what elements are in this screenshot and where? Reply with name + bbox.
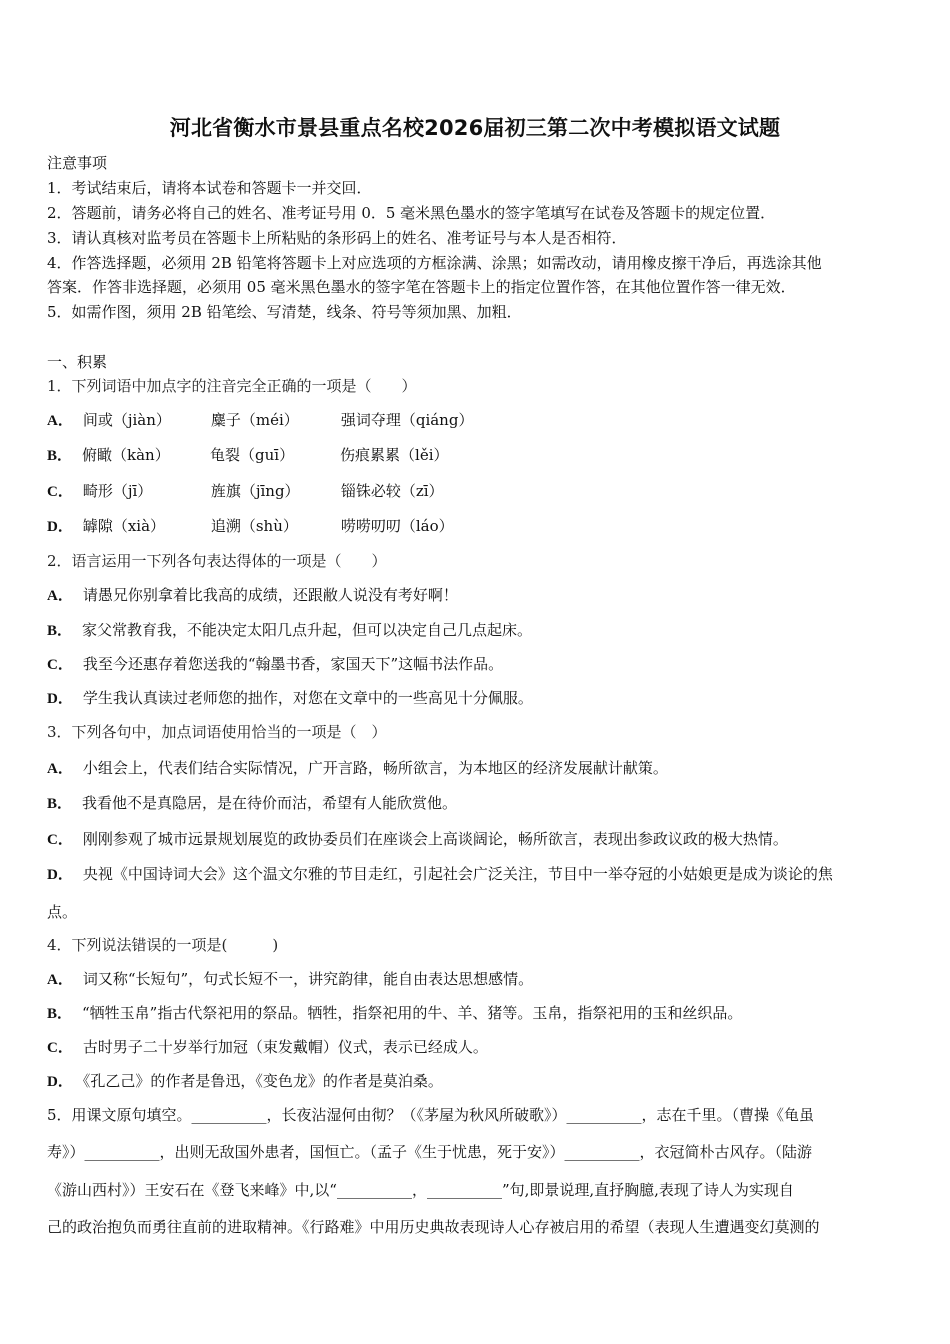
option-text: 请愚兄你别拿着比我高的成绩，还跟敝人说没有考好啊！ xyxy=(82,586,458,604)
option-text: “牺牲玉帛”指古代祭祀用的祭品。牺牲，指祭祀用的牛、羊、猪等。玉帛，指祭祀用的玉和丝织品。 xyxy=(82,1004,743,1022)
option-letter: C． xyxy=(47,484,73,500)
option-letter: A． xyxy=(47,972,73,988)
q4-option-a xyxy=(47,969,533,990)
option-text: 央视《中国诗词大会》这个温文尔雅的节目走红，引起社会广泛关注，节目中一举夺冠的小姑娘更是成为谈论的焦 xyxy=(82,865,833,883)
option-letter: A． xyxy=(47,413,73,429)
word: 畸形（jī） xyxy=(82,482,153,500)
q1-option-a xyxy=(47,410,541,431)
q4-option-b xyxy=(47,1003,742,1024)
notice-item: 1．考试结束后，请将本试卷和答题卡一并交回． xyxy=(47,179,372,197)
option-letter: A． xyxy=(47,761,73,777)
option-letter: D． xyxy=(47,691,73,707)
option-text: 我至今还惠存着您送我的“翰墨书香，家国天下”这幅书法作品。 xyxy=(82,655,504,673)
notice-item: 3．请认真核对监考员在答题卡上所粘贴的条形码上的姓名、准考证号与本人是否相符． xyxy=(47,229,627,247)
option-text: 家父常教育我，不能决定太阳几点升起，但可以决定自己几点起床。 xyxy=(82,621,533,639)
word: 追溯（shù） xyxy=(210,517,298,535)
q2-option-c xyxy=(47,654,503,675)
word: 麋子（méi） xyxy=(210,411,299,429)
question-1-stem: 1．下列词语中加点字的注音完全正确的一项是（ ） xyxy=(47,377,417,395)
q1-option-d xyxy=(47,516,541,537)
question-5-line: 《游山西村》）王安石在《登飞来峰》中,以“__________，__________”句,即景说理,直抒胸臆,表现了诗人为实现自 xyxy=(47,1181,794,1199)
option-letter: C． xyxy=(47,1040,73,1056)
word: 旌旗（jīng） xyxy=(210,482,300,500)
option-letter: A． xyxy=(47,588,73,604)
notice-heading: 注意事项 xyxy=(47,154,108,172)
option-text: 古时男子二十岁举行加冠（束发戴帽）仪式，表示已经成人。 xyxy=(82,1038,488,1056)
word: 强词夺理（qiáng） xyxy=(340,411,474,429)
q3-option-d-continued: 点。 xyxy=(47,903,78,921)
option-letter: B． xyxy=(47,448,73,464)
q4-option-c xyxy=(47,1037,488,1058)
option-text: 词又称“长短句”，句式长短不一，讲究韵律，能自由表达思想感情。 xyxy=(82,970,534,988)
q4-option-d xyxy=(47,1071,443,1092)
notice-item: 答案．作答非选择题，必须用 05 毫米黑色墨水的签字笔在答题卡上的指定位置作答，在其他位置作答一律无效． xyxy=(47,278,796,296)
q2-option-a xyxy=(47,585,458,606)
option-text: 学生我认真读过老师您的拙作，对您在文章中的一些高见十分佩服。 xyxy=(82,689,533,707)
option-letter: B． xyxy=(47,1006,73,1022)
option-letter: D． xyxy=(47,1074,73,1090)
word: 龟裂（guī） xyxy=(210,446,295,464)
page-title: 河北省衡水市景县重点名校2026届初三第二次中考模拟语文试题 xyxy=(169,116,781,140)
option-letter: D． xyxy=(47,519,73,535)
word: 伤痕累累（lěi） xyxy=(340,446,449,464)
notice-item: 2．答题前，请务必将自己的姓名、准考证号用 0．5 毫米黑色墨水的签字笔填写在试卷及答题卡的规定位置． xyxy=(47,204,776,222)
notice-item: 4．作答选择题，必须用 2B 铅笔将答题卡上对应选项的方框涂满、涂黑；如需改动，请用橡皮擦干净后，再选涂其他 xyxy=(47,254,822,272)
question-3-stem: 3．下列各句中，加点词语使用恰当的一项是（ ） xyxy=(47,723,387,741)
option-text: 《孔乙己》的作者是鲁迅，《变色龙》的作者是莫泊桑。 xyxy=(82,1072,443,1090)
q2-option-b xyxy=(47,620,532,641)
word: 锱铢必较（zī） xyxy=(340,482,444,500)
option-text: 刚刚参观了城市远景规划展览的政协委员们在座谈会上高谈阔论，畅所欲言，表现出参政议政的极大热情。 xyxy=(82,830,788,848)
option-letter: C． xyxy=(47,657,73,673)
q1-option-b xyxy=(47,445,540,466)
q3-option-a xyxy=(47,758,668,779)
word: 间或（jiàn） xyxy=(82,411,171,429)
word: 唠唠叨叨（láo） xyxy=(340,517,454,535)
option-letter: B． xyxy=(47,623,73,639)
word: 罅隙（xià） xyxy=(82,517,166,535)
section-heading: 一、积累 xyxy=(47,353,108,371)
option-letter: B． xyxy=(47,796,73,812)
q1-option-c xyxy=(47,481,541,502)
q3-option-d xyxy=(47,864,833,885)
word: 俯瞰（kàn） xyxy=(82,446,170,464)
question-5-line: 寿》）__________，出则无敌国外患者，国恒亡。（孟子《生于忧患，死于安》）__________，衣冠简朴古风存。（陆游 xyxy=(47,1143,813,1161)
q3-option-b xyxy=(47,793,457,814)
q3-option-c xyxy=(47,829,788,850)
question-4-stem: 4．下列说法错误的一项是( ) xyxy=(47,936,279,954)
option-text: 小组会上，代表们结合实际情况，广开言路，畅所欲言，为本地区的经济发展献计献策。 xyxy=(82,759,668,777)
notice-item: 5．如需作图，须用 2B 铅笔绘、写清楚，线条、符号等须加黑、加粗． xyxy=(47,303,522,321)
option-letter: D． xyxy=(47,867,73,883)
question-5-line: 己的政治抱负而勇往直前的进取精神。《行路难》中用历史典故表现诗人心存被启用的希望（表现人生遭遇变幻莫测的 xyxy=(47,1218,820,1236)
question-2-stem: 2．语言运用一下列各句表达得体的一项是（ ） xyxy=(47,552,387,570)
q2-option-d xyxy=(47,688,533,709)
option-text: 我看他不是真隐居，是在待价而沽，希望有人能欣赏他。 xyxy=(82,794,458,812)
option-letter: C． xyxy=(47,832,73,848)
question-5-line: 5．用课文原句填空。__________，长夜沾湿何由彻？（《茅屋为秋风所破歌》）__________，志在千里。（曹操《龟虽 xyxy=(47,1106,815,1124)
